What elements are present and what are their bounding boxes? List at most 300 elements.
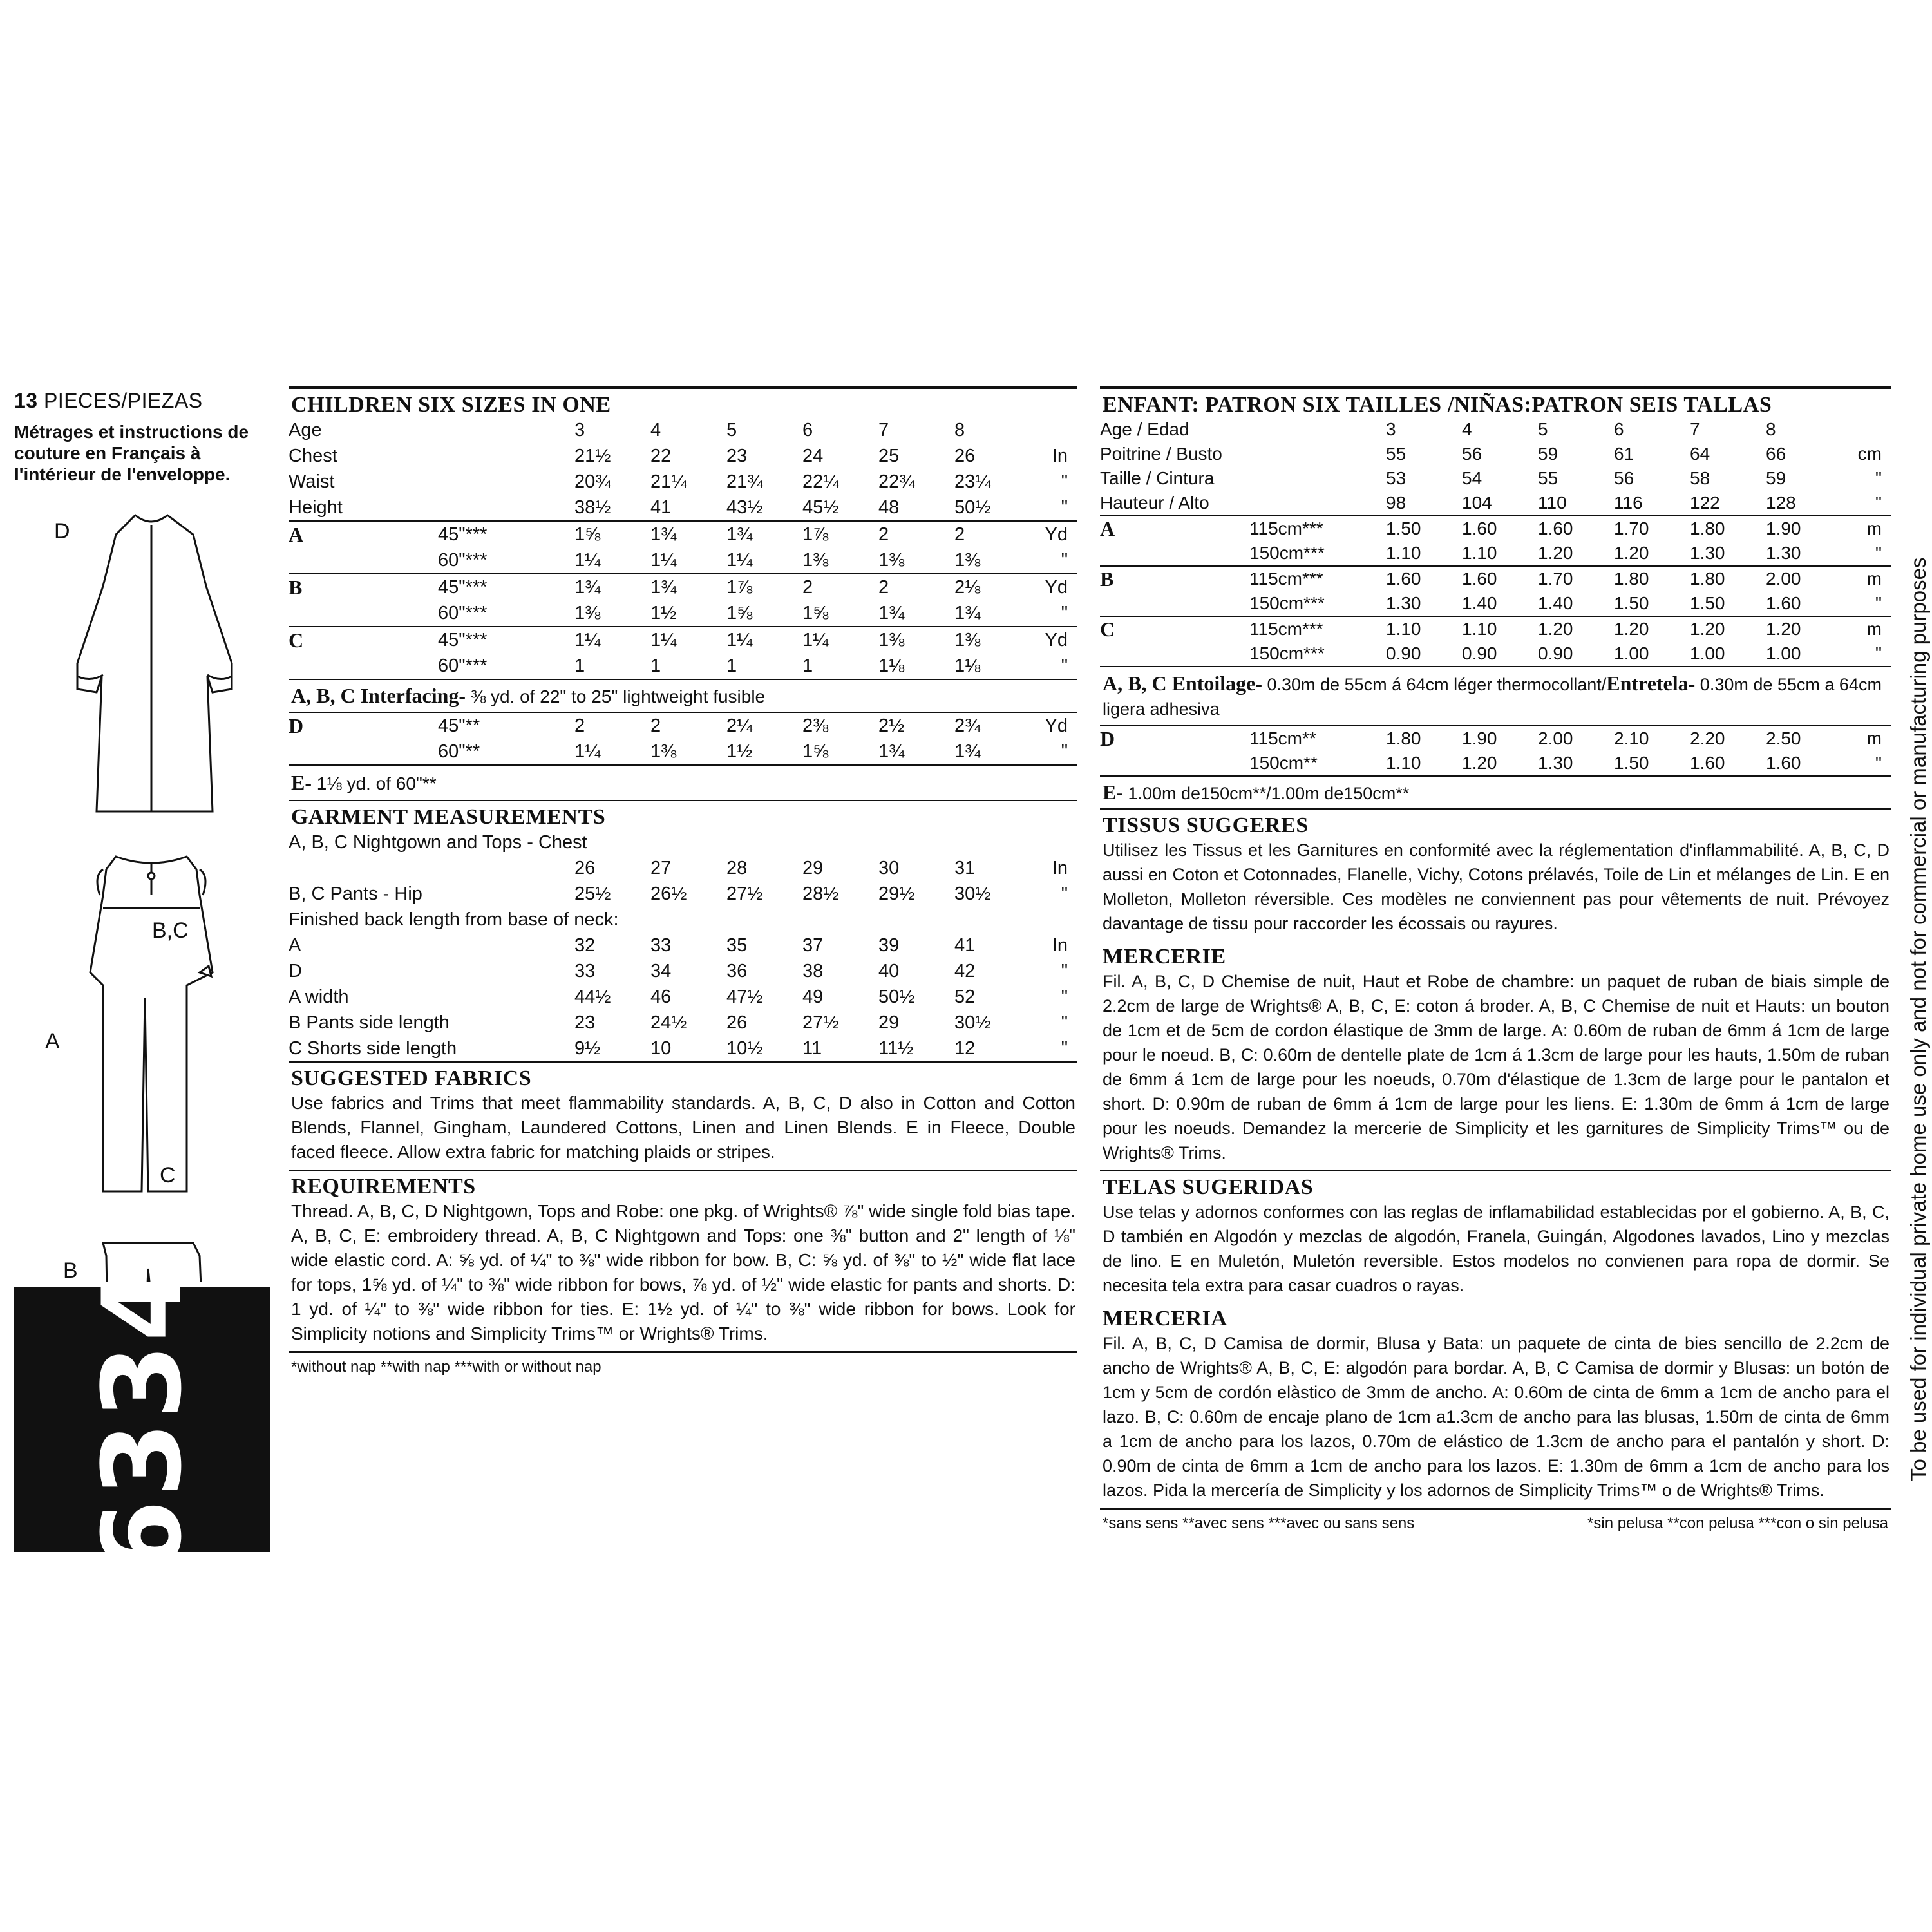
fr-telas-text: Use telas y adornos conformes con las reglas de inflamabilidad establecidas por el gobierno. A, B, C, D también en Algodón y mezclas de algodón, Franela, Guingán, Algodones lavados, Lino y mezclas de lino. E en Muletón, Muletón reversible. Estos modelos no convienen para ropa de dormir. Se necesita tela extra para casar cuadros o rayas. [1103, 1202, 1889, 1295]
fr-view-d-value: 1.90 [1462, 728, 1497, 748]
fr-view-value: 1.10 [1386, 543, 1421, 563]
fr-view-key [1100, 591, 1249, 616]
en-view-value: 1 [726, 656, 737, 676]
en-fabrics-section [289, 1063, 1077, 1171]
en-view-value: 1 [802, 656, 813, 676]
fr-body-unit: " [1875, 468, 1882, 488]
fr-view-value: 1.60 [1386, 569, 1421, 589]
fr-view-value: 1.20 [1614, 543, 1649, 563]
view-d-illustration [77, 515, 232, 811]
en-body-value: 38½ [574, 497, 611, 518]
fr-footnote-left: *sans sens **avec sens ***avec ou sans sens [1103, 1515, 1415, 1532]
en-view-value: 1⅜ [878, 630, 905, 650]
fr-body-value: 56 [1614, 468, 1634, 488]
fr-tissus-section [1100, 810, 1891, 941]
en-view-value: 1¾ [650, 577, 677, 598]
en-body-unit: " [1061, 471, 1068, 492]
en-sizes-title: CHILDREN SIX SIZES IN ONE [291, 393, 611, 417]
en-garment-row [289, 1010, 1077, 1036]
fr-view-value: 1.80 [1690, 518, 1725, 538]
en-view-width: 60"*** [438, 550, 488, 571]
fr-body-value: 128 [1766, 493, 1796, 513]
fr-view-b [1100, 567, 1891, 617]
fr-body-row [1100, 466, 1891, 491]
en-view-d-value: 1¾ [954, 741, 981, 762]
fr-view-d-value: 1.60 [1766, 753, 1801, 773]
en-body-unit [1030, 417, 1077, 443]
en-view-value: 1⅝ [574, 524, 601, 545]
en-garment-value: 32 [574, 935, 596, 956]
en-garment-unit: " [1061, 1012, 1068, 1033]
fr-view-value: 1.60 [1538, 518, 1573, 538]
fr-body-value: 61 [1614, 444, 1634, 464]
fr-view-value: 1.00 [1690, 643, 1725, 663]
fr-view-width: 150cm*** [1249, 593, 1325, 613]
en-view-value: 1¼ [650, 630, 677, 650]
fr-view-value: 1.30 [1386, 593, 1421, 613]
en-garment-unit: In [1052, 935, 1068, 956]
en-body-value: 43½ [726, 497, 763, 518]
fr-view-width: 150cm*** [1249, 643, 1325, 663]
fr-body-value: 122 [1690, 493, 1720, 513]
fr-body-value: 116 [1614, 493, 1643, 513]
fr-body-row-label: Age / Edad [1100, 419, 1189, 439]
en-view-value: 1¼ [802, 630, 829, 650]
fr-body-row-label: Taille / Cintura [1100, 468, 1215, 488]
en-body-value: 24 [802, 446, 824, 466]
en-garment-row-label: A width [289, 987, 349, 1007]
en-view-d-value: 2½ [878, 715, 905, 736]
fr-view-unit: " [1875, 593, 1882, 613]
en-body-table [289, 417, 1077, 520]
en-garment-value: 30½ [954, 1012, 991, 1033]
en-body-value: 5 [726, 420, 737, 440]
en-body-value: 21¾ [726, 471, 763, 492]
fr-view-value: 0.90 [1462, 643, 1497, 663]
en-view-row [289, 522, 1077, 547]
en-view-value: 2 [878, 524, 889, 545]
en-view-key [289, 600, 438, 626]
en-view-value: 1⅜ [954, 550, 981, 571]
fr-sizes-section [1100, 389, 1891, 516]
en-body-row [289, 495, 1077, 520]
en-view-d-width: 45"** [438, 715, 480, 736]
en-garment-value: 34 [650, 961, 672, 981]
fr-body-unit: cm [1857, 444, 1882, 464]
fr-body-value: 104 [1462, 493, 1492, 513]
en-garment-value: 26½ [650, 884, 687, 904]
en-view-value: 1⅝ [726, 603, 753, 623]
fr-body-row-label: Poitrine / Busto [1100, 444, 1222, 464]
en-footnote: *without nap **with nap ***with or without nap [291, 1358, 601, 1376]
en-body-value: 8 [954, 420, 965, 440]
en-garment-unit: " [1061, 1038, 1068, 1059]
fr-view-value: 1.20 [1690, 619, 1725, 639]
view-a-bc-illustration [90, 857, 213, 1191]
french-instructions-note: Métrages et instructions de couture en Français à l'intérieur de l'enveloppe. [14, 422, 249, 484]
fr-view-value: 1.10 [1462, 543, 1497, 563]
en-view-value: 2⅛ [954, 577, 981, 598]
en-view-value: 1¼ [726, 630, 753, 650]
garment-illustrations [39, 509, 258, 1282]
en-body-value: 48 [878, 497, 900, 518]
en-view-value: 1⅜ [574, 603, 601, 623]
en-view-value: 1¾ [954, 603, 981, 623]
fr-view-value: 1.50 [1386, 518, 1421, 538]
en-interfacing [289, 680, 1077, 713]
fr-view-value: 1.90 [1766, 518, 1801, 538]
en-view-b [289, 574, 1077, 627]
en-garment-value: 26 [574, 858, 596, 878]
en-view-row [289, 627, 1077, 653]
fr-entoilage-label: A, B, C Entoilage- [1103, 672, 1262, 695]
en-view-value: 1 [574, 656, 585, 676]
en-garment-value: 29½ [878, 884, 915, 904]
french-spanish-panel [1100, 386, 1891, 1538]
fr-body-table [1100, 417, 1891, 515]
en-garment-value: 44½ [574, 987, 611, 1007]
en-view-key: A [289, 523, 304, 546]
fr-view-e-label: E- [1103, 781, 1123, 804]
en-interfacing-text: ⅜ yd. of 22" to 25" lightweight fusible [466, 687, 766, 706]
en-body-unit: In [1052, 446, 1068, 466]
fr-tissus-title: TISSUS SUGGERES [1103, 813, 1309, 837]
en-garment-value: 12 [954, 1038, 976, 1059]
en-body-value: 22 [650, 446, 672, 466]
fr-view-row [1100, 516, 1891, 541]
fr-body-value: 6 [1614, 419, 1624, 439]
fr-view-value: 1.00 [1766, 643, 1801, 663]
en-view-unit: Yd [1045, 630, 1068, 650]
en-view-unit: Yd [1045, 577, 1068, 598]
en-view-d-value: 2⅜ [802, 715, 829, 736]
fr-view-value: 0.90 [1538, 643, 1573, 663]
en-view-d-key [289, 739, 438, 764]
fr-view-value: 1.80 [1614, 569, 1649, 589]
en-body-row [289, 443, 1077, 469]
fr-body-value: 59 [1766, 468, 1786, 488]
fr-view-value: 1.40 [1538, 593, 1573, 613]
fr-view-row [1100, 591, 1891, 616]
en-view-value: 1¾ [726, 524, 753, 545]
fr-body-value: 3 [1386, 419, 1396, 439]
fr-view-row [1100, 541, 1891, 565]
fr-view-d-value: 1.10 [1386, 753, 1421, 773]
fr-body-value: 58 [1690, 468, 1710, 488]
pieces-label: PIECES/PIEZAS [37, 389, 203, 412]
en-garment-row-label: C Shorts side length [289, 1038, 457, 1059]
en-view-d-value: 1¼ [574, 741, 601, 762]
en-view-key [289, 547, 438, 573]
en-body-value: 21¼ [650, 471, 687, 492]
fr-view-width: 115cm*** [1249, 569, 1323, 589]
fr-view-value: 1.20 [1538, 543, 1573, 563]
en-view-value: 1¾ [574, 577, 601, 598]
fr-view-value: 1.00 [1614, 643, 1649, 663]
en-garment-value: 11½ [878, 1038, 914, 1059]
fr-entretela-text: 0.30m de 55cm a 64cm ligera adhesiva [1103, 675, 1882, 719]
en-garment-value: 37 [802, 935, 824, 956]
en-garment-row-label: B, C Pants - Hip [289, 884, 422, 904]
en-view-d-key: D [289, 714, 304, 737]
fr-telas-title: TELAS SUGERIDAS [1103, 1175, 1314, 1199]
en-garment-value: 38 [802, 961, 824, 981]
en-garment-row-label [289, 855, 574, 881]
pattern-number-wrapper [14, 1264, 270, 1575]
en-view-width: 60"*** [438, 656, 488, 676]
en-garment-row-label: A [289, 935, 301, 956]
en-garment-value: 47½ [726, 987, 763, 1007]
fr-body-value: 56 [1462, 444, 1482, 464]
fr-view-unit: m [1866, 569, 1882, 589]
fr-mercerie-section [1100, 941, 1891, 1171]
en-view-value: 1½ [650, 603, 677, 623]
fr-view-width: 115cm*** [1249, 619, 1323, 639]
fr-tissus-text: Utilisez les Tissus et les Garnitures en conformité avec la réglementation d'inflammabilité. A, B, C, D aussi en Coton et Cotonnades, Flanelle, Vichy, Cotons prélavés, Toile de Lin et mélanges de Lin. E en Molleton, Molleton réversible. Ces modèles ne conviennent pas pour vêtements de nuit. Prévoyez davantage de tissu pour raccorder les écossais ou rayures. [1103, 840, 1889, 933]
en-view-d-unit: Yd [1045, 715, 1068, 736]
en-garment-value: 42 [954, 961, 976, 981]
en-view-d-row [289, 713, 1077, 739]
en-view-e-text: 1⅛ yd. of 60"** [312, 773, 437, 793]
view-a-label: A [45, 1029, 60, 1054]
en-garment-value: 28 [726, 858, 748, 878]
en-view-unit: " [1061, 656, 1068, 676]
en-view-width: 45"*** [438, 577, 488, 598]
fr-view-key: B [1100, 567, 1114, 591]
en-body-value: 20¾ [574, 471, 611, 492]
fr-view-value: 1.10 [1462, 619, 1497, 639]
fr-view-value: 0.90 [1386, 643, 1421, 663]
fr-view-d-key: D [1100, 727, 1115, 750]
fr-view-key: A [1100, 517, 1115, 540]
fr-view-value: 1.20 [1614, 619, 1649, 639]
fr-body-value: 54 [1462, 468, 1482, 488]
en-garment-value: 36 [726, 961, 748, 981]
fr-footnotes [1100, 1510, 1891, 1538]
en-garment-value: 24½ [650, 1012, 687, 1033]
fr-entoilage [1100, 667, 1891, 726]
en-view-d-value: 1⅝ [802, 741, 829, 762]
fr-view-value: 2.00 [1766, 569, 1801, 589]
en-garment-row-label: B Pants side length [289, 1012, 450, 1033]
view-d-label: D [54, 519, 70, 544]
en-view-value: 1¾ [878, 603, 905, 623]
fr-view-d-unit: " [1875, 753, 1882, 773]
en-view-value: 1⅜ [954, 630, 981, 650]
en-views [289, 522, 1077, 680]
en-garment-value: 29 [802, 858, 824, 878]
en-garment-value: 11 [802, 1038, 822, 1059]
en-view-value: 1⅜ [878, 550, 905, 571]
fr-body-row [1100, 491, 1891, 515]
en-body-value: 6 [802, 420, 813, 440]
fr-sizes-title: ENFANT: PATRON SIX TAILLES /NIÑAS:PATRON SEIS TALLAS [1103, 393, 1772, 417]
en-garment-value: 30½ [954, 884, 991, 904]
fr-body-value: 7 [1690, 419, 1700, 439]
en-garment-value: 27½ [726, 884, 763, 904]
en-view-d-value: 2¼ [726, 715, 753, 736]
fr-telas-section [1100, 1171, 1891, 1303]
fr-view-d-width: 150cm** [1249, 753, 1318, 773]
en-view-key [289, 653, 438, 679]
en-body-value: 22¼ [802, 471, 839, 492]
en-garment-value: 28½ [802, 884, 839, 904]
en-view-value: 1⅛ [954, 656, 981, 676]
fr-body-value: 55 [1538, 468, 1558, 488]
en-garment-row [289, 984, 1077, 1010]
fr-view-d-width: 115cm** [1249, 728, 1316, 748]
fr-merceria-section [1100, 1303, 1891, 1510]
en-body-value: 23¼ [954, 471, 991, 492]
en-garment-value: 50½ [878, 987, 915, 1007]
fr-view-value: 1.20 [1766, 619, 1801, 639]
view-b-label: B [63, 1258, 78, 1283]
en-garment-row [289, 881, 1077, 907]
fr-view-unit: " [1875, 643, 1882, 663]
en-garment-row-label: A, B, C Nightgown and Tops - Chest [289, 832, 587, 853]
en-garment-value: 10½ [726, 1038, 763, 1059]
fr-view-d-value: 2.50 [1766, 728, 1801, 748]
fr-view-d-value: 1.60 [1690, 753, 1725, 773]
en-view-value: 1⅝ [802, 603, 829, 623]
en-view-a [289, 522, 1077, 574]
en-body-value: 23 [726, 446, 748, 466]
pattern-number: 6334 [79, 1264, 205, 1575]
fr-merceria-text: Fil. A, B, C, D Camisa de dormir, Blusa y Bata: un paquete de cinta de bies sencillo de 2.2cm de ancho de Wrights® A, B, C, E: algodón para bordar. A, B, C Camisa de dormir y Blusas: un botón de 1cm y 5cm de cordón elàstico de 3mm de ancho. A: 0.60m de cinta de 6mm a 1cm de ancho para el lazo. B, C: 0.60m de encaje plano de 1cm a1.3cm de ancho para las blusas, 1.50m de cinta de 6mm a 1cm de ancho para los lazos, 0.70m de elástico de 1.3cm de ancho para el pantalón y short. D: 0.90m de cinta de 6mm a 1cm de ancho para los lazos. E: 1.30m de 6mm a 1cm de ancho para los lazos. Pida la mercería de Simplicity y los adornos de Simplicity Trims™ o de Wrights® Trims. [1103, 1334, 1889, 1500]
en-view-d-value: 1¾ [878, 741, 905, 762]
en-body-value: 45½ [802, 497, 839, 518]
en-view-value: 1 [650, 656, 661, 676]
fr-view-d-value: 1.50 [1614, 753, 1649, 773]
fr-view-d-unit: m [1866, 728, 1882, 748]
fr-view-d-key [1100, 751, 1249, 775]
en-garment-row [289, 829, 1077, 855]
en-garment-title: GARMENT MEASUREMENTS [291, 805, 606, 829]
en-view-value: 2 [802, 577, 813, 598]
fr-mercerie-title: MERCERIE [1103, 945, 1226, 969]
en-garment-row [289, 958, 1077, 984]
en-body-row-label: Age [289, 420, 322, 440]
en-garment-value: 30 [878, 858, 900, 878]
en-view-d-row [289, 739, 1077, 764]
en-view-unit: " [1061, 550, 1068, 571]
en-view-c [289, 627, 1077, 680]
en-body-value: 41 [650, 497, 672, 518]
en-requirements-title: REQUIREMENTS [291, 1175, 476, 1198]
en-garment-value: 33 [650, 935, 672, 956]
view-bc-label: B,C [152, 918, 189, 943]
fr-view-key [1100, 541, 1249, 565]
en-garment-value: 41 [954, 935, 976, 956]
en-garment-value: 35 [726, 935, 748, 956]
fr-body-value: 53 [1386, 468, 1406, 488]
fr-body-value: 110 [1538, 493, 1567, 513]
en-view-value: 1¼ [574, 550, 601, 571]
fr-view-value: 1.70 [1614, 518, 1649, 538]
en-view-value: 1¾ [650, 524, 677, 545]
en-garment-value: 27 [650, 858, 672, 878]
en-garment-unit: " [1061, 987, 1068, 1007]
fr-view-value: 1.10 [1386, 619, 1421, 639]
en-body-value: 3 [574, 420, 585, 440]
en-view-row [289, 653, 1077, 679]
fr-view-table [1100, 567, 1891, 616]
fr-entoilage-text: 0.30m de 55cm á 64cm léger thermocollant/ [1262, 675, 1607, 694]
en-view-value: 1⅞ [802, 524, 829, 545]
en-garment-value: 25½ [574, 884, 611, 904]
en-view-d-value: 2¾ [954, 715, 981, 736]
en-view-key: C [289, 629, 304, 652]
en-view-value: 1¼ [650, 550, 677, 571]
en-garment-value: 49 [802, 987, 824, 1007]
english-panel [289, 386, 1077, 1381]
en-body-value: 7 [878, 420, 889, 440]
en-requirements-text: Thread. A, B, C, D Nightgown, Tops and Robe: one pkg. of Wrights® ⅞" wide single fold bias tape. A, B, C, E: embroidery thread. A, B, C Nightgown and Tops: one ⅜" button and 2" length of ⅛" wide elastic cord. A: ⅝ yd. of ¼" to ⅜" wide ribbon for bow. B, C: ⅝ yd. of ⅜" to ½" wide flat lace for tops, 1⅝ yd. of ¼" to ⅜" wide ribbon for bows, ⅞ yd. of ½" wide elastic for pants and shorts. D: 1 yd. of ¼" to ⅜" wide ribbon for ties. E: 1½ yd. of ¼" to ⅜" wide ribbon for bows. Look for Simplicity notions and Simplicity Trims™ or Wrights® Trims. [291, 1201, 1075, 1343]
fr-view-e [1100, 777, 1891, 810]
en-interfacing-label: A, B, C Interfacing- [291, 684, 466, 707]
fr-view-value: 1.30 [1766, 543, 1801, 563]
fr-view-value: 1.20 [1538, 619, 1573, 639]
en-view-table [289, 627, 1077, 679]
en-garment-value: 40 [878, 961, 900, 981]
fr-view-d-row [1100, 726, 1891, 751]
en-garment-unit: In [1052, 858, 1068, 878]
en-view-e-label: E- [291, 771, 312, 794]
fr-body-value: 4 [1462, 419, 1472, 439]
fr-view-unit: m [1866, 518, 1882, 538]
fr-view-value: 1.30 [1690, 543, 1725, 563]
fr-view-row [1100, 641, 1891, 666]
en-view-table [289, 574, 1077, 626]
en-sizes-section [289, 389, 1077, 522]
en-view-value: 2 [954, 524, 965, 545]
view-c-label: C [160, 1163, 176, 1188]
fr-view-d-row [1100, 751, 1891, 775]
en-body-row [289, 469, 1077, 495]
fr-view-value: 1.60 [1462, 569, 1497, 589]
fr-merceria-title: MERCERIA [1103, 1307, 1227, 1331]
en-garment-unit: " [1061, 961, 1068, 981]
fr-view-d-value: 1.20 [1462, 753, 1497, 773]
en-garment-value: 31 [954, 858, 976, 878]
en-garment-value: 26 [726, 1012, 748, 1033]
fr-view-d-value: 2.20 [1690, 728, 1725, 748]
en-fabrics-title: SUGGESTED FABRICS [291, 1066, 532, 1090]
en-garment-row [289, 1036, 1077, 1061]
en-garment-value: 33 [574, 961, 596, 981]
en-garment-value: 9½ [574, 1038, 601, 1059]
en-view-value: 2 [878, 577, 889, 598]
en-view-value: 1⅞ [726, 577, 753, 598]
fr-view-d-value: 1.80 [1386, 728, 1421, 748]
fr-view-width: 115cm*** [1249, 518, 1323, 538]
en-view-value: 1¼ [574, 630, 601, 650]
en-view-d [289, 713, 1077, 766]
fr-body-value: 5 [1538, 419, 1548, 439]
fr-view-d-table [1100, 726, 1891, 775]
en-body-row-label: Waist [289, 471, 335, 492]
en-view-d-value: 1½ [726, 741, 753, 762]
en-garment-row [289, 907, 1077, 933]
fr-view-value: 1.50 [1690, 593, 1725, 613]
fr-view-d-value: 1.30 [1538, 753, 1573, 773]
en-view-key: B [289, 576, 303, 599]
en-requirements-section [289, 1171, 1077, 1353]
en-body-value: 21½ [574, 446, 611, 466]
en-view-d-unit: " [1061, 741, 1068, 762]
fr-entretela-label: Entretela- [1606, 672, 1696, 695]
fr-body-value: 98 [1386, 493, 1406, 513]
